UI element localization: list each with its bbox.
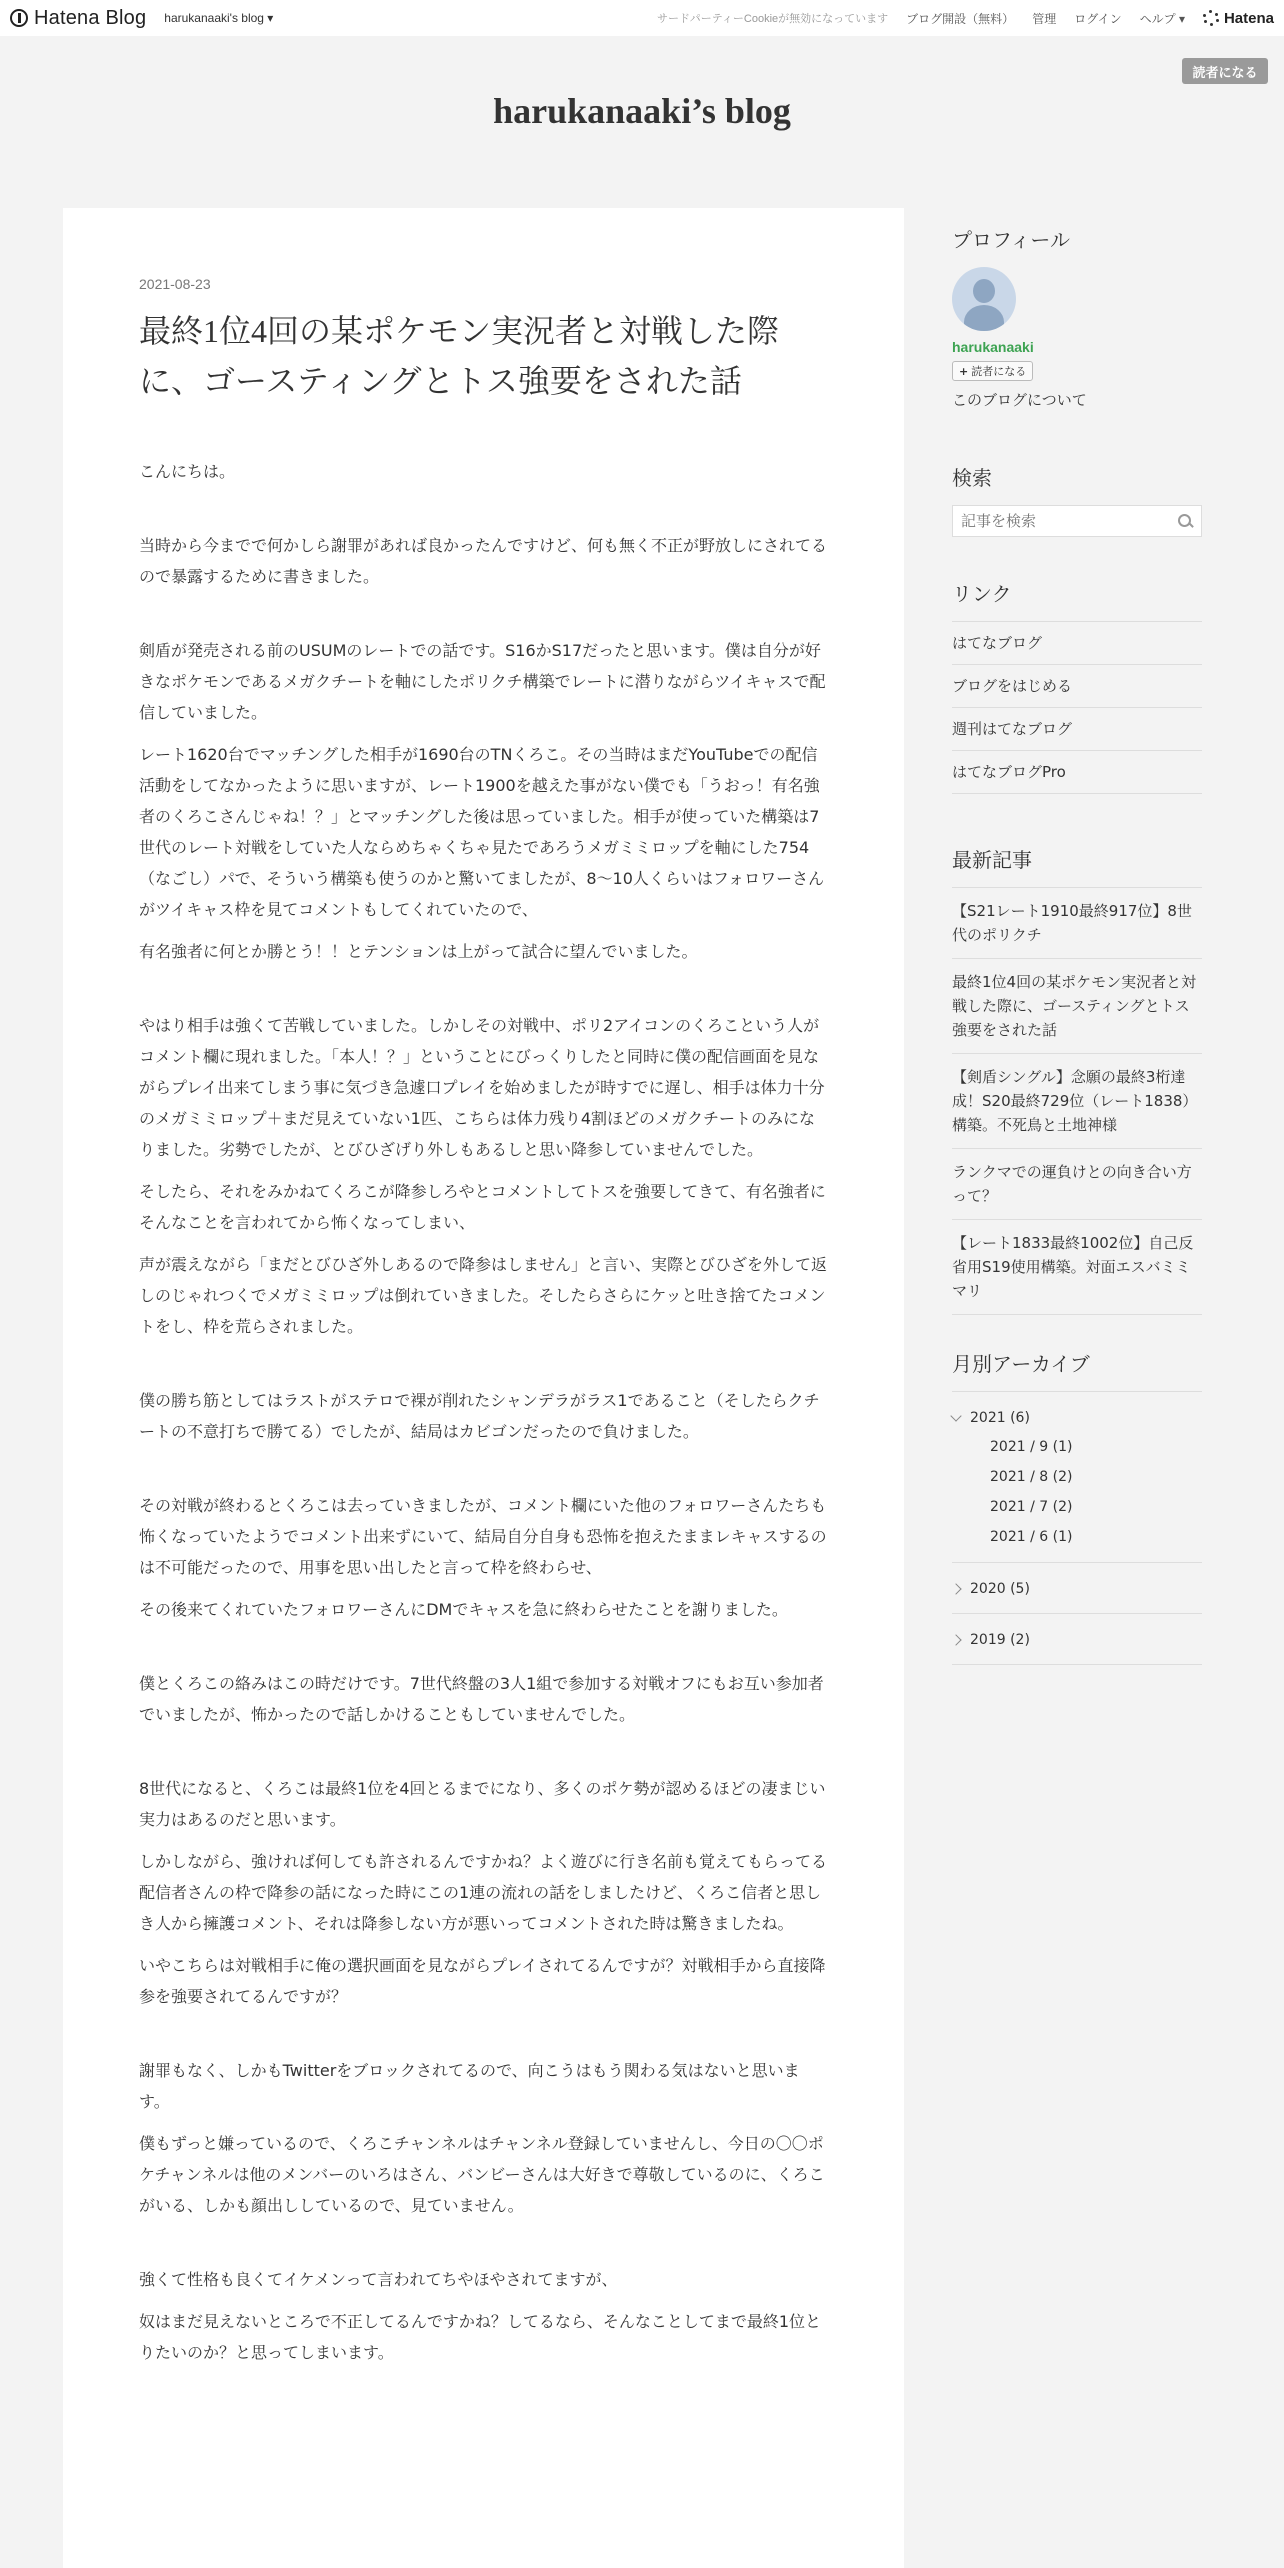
links-list <box>952 621 1202 794</box>
paragraph: 謝罪もなく、しかもTwitterをブロックされてるので、向こうはもう関わる気はないと思います。 <box>139 2061 800 2111</box>
paragraph: こんにちは。 <box>139 462 236 481</box>
hatena-dots-icon <box>1203 10 1219 26</box>
avatar[interactable] <box>952 267 1016 331</box>
recent-entry[interactable]: 【S21レート1910最終917位】8世代のポリクチ <box>952 888 1202 959</box>
profile-subscribe-label: 読者になる <box>971 365 1027 378</box>
hatena-blog-logo-icon <box>10 9 28 27</box>
paragraph: 僕もずっと嫌っているので、くろこチャンネルはチャンネル登録していませんし、今日の〇〇ポケチャンネルは他のメンバーのいろはさん、バンビーさんは大好きで尊敬しているのに、くろこがいる、しかも顔出ししているので、見ていません。 <box>139 2134 825 2215</box>
paragraph: そしたら、それをみかねてくろこが降参しろやとコメントしてトスを強要してきて、有名強者にそんなことを言われてから怖くなってしまい、 <box>139 1182 826 1232</box>
recent-entries-module <box>952 844 1202 1315</box>
archive-month[interactable]: 2021 / 9 (1) <box>990 1439 1073 1455</box>
archive-year-2021 <box>952 1392 1202 1563</box>
archive-year-toggle[interactable] <box>952 1614 1202 1654</box>
recent-entry[interactable]: 【レート1833最終1002位】自己反省用S19使用構築。対面エスバミミマリ <box>952 1220 1202 1315</box>
hatena-blog-logo-text: Hatena Blog <box>34 6 147 29</box>
search-icon[interactable] <box>1177 513 1193 529</box>
recent-heading: 最新記事 <box>952 848 1032 872</box>
links-heading: リンク <box>952 582 1012 606</box>
paragraph: その対戦が終わるとくろこは去っていきましたが、コメント欄にいた他のフォロワーさんたちも怖くなっていたようでコメント出来ずにいて、結局自分自身も恐怖を抱えたままレキャスするのは不可能だったので、用事を思い出したと言って枠を終わらせ、 <box>139 1496 827 1577</box>
recent-entry[interactable]: 最終1位4回の某ポケモン実況者と対戦した際に、ゴースティングとトス強要をされた話 <box>952 959 1202 1054</box>
entry-date[interactable]: 2021-08-23 <box>139 276 211 292</box>
archive-month[interactable]: 2021 / 6 (1) <box>990 1529 1073 1545</box>
archive-year-toggle[interactable] <box>952 1392 1202 1432</box>
links-module <box>952 578 1202 794</box>
blog-selector[interactable]: harukanaaki's blog ▾ <box>164 11 274 25</box>
archive-year-2019 <box>952 1614 1202 1665</box>
chevron-down-icon <box>950 1410 961 1421</box>
archive-year-2020 <box>952 1563 1202 1614</box>
paragraph: 奴はまだ見えないところで不正してるんですかね？してるなら、そんなことしてまで最終1位とりたいのか？と思ってしまいます。 <box>139 2312 822 2362</box>
archive-month[interactable]: 2021 / 8 (2) <box>990 1469 1073 1485</box>
archive-list <box>952 1391 1202 1665</box>
paragraph: レート1620台でマッチングした相手が1690台のTNくろこ。その当時はまだYouTubeでの配信活動をしてなかったように思いますが、レート1900を越えた事がない僕でも「うおっ！有名強者のくろこさんじゃね！？」とマッチングした後は思っていました。相手が使っていた構築は7世代のレート対戦をしていた人ならめちゃくちゃ見たであろうメガミミロップを軸にした754（なごし）パで、そういう構築も使うのかと驚いてましたが、8～10人くらいはフォロワーさんがツイキャス枠を見てコメントもしてくれていたので、 <box>139 745 825 919</box>
paragraph: 声が震えながら「まだとびひざ外しあるので降参はしません」と言い、実際とびひざを外して返しのじゃれつくでメガミミロップは倒れていきました。そしたらさらにケッと吐き捨てたコメントをし、枠を荒らされました。 <box>139 1255 828 1336</box>
admin-link[interactable]: 管理 <box>1032 11 1057 26</box>
archive-year-label: 2021 (6) <box>970 1409 1030 1426</box>
hatena-blog-logo[interactable] <box>10 7 146 30</box>
subscribe-button[interactable]: 読者になる <box>1182 58 1268 84</box>
link-item[interactable]: ブログをはじめる <box>952 665 1202 708</box>
paragraph: その後来てくれていたフォロワーさんにDMでキャスを急に終わらせたことを謝りました。 <box>139 1600 788 1619</box>
archive-year-toggle[interactable] <box>952 1563 1202 1603</box>
archive-year-label: 2019 (2) <box>970 1631 1030 1648</box>
cookie-notice: サードパーティーCookieが無効になっています <box>657 13 889 25</box>
login-link[interactable]: ログイン <box>1074 11 1122 26</box>
recent-entry[interactable]: ランクマでの運負けとの向き合い方って？ <box>952 1149 1202 1220</box>
profile-subscribe-button[interactable] <box>952 361 1033 381</box>
entry-title[interactable]: 最終1位4回の某ポケモン実況者と対戦した際に、ゴースティングとトス強要をされた話 <box>139 313 780 399</box>
about-blog-link[interactable]: このブログについて <box>952 391 1087 409</box>
avatar-body-icon <box>964 305 1004 331</box>
hatena-label: Hatena <box>1223 9 1274 27</box>
paragraph: 有名強者に何とか勝とう！！とテンションは上がって試合に望んでいました。 <box>139 942 698 961</box>
avatar-head-icon <box>973 279 995 303</box>
recent-entry[interactable]: 【剣盾シングル】念願の最終3桁達成！S20最終729位（レート1838）構築。不死鳥と土地神様 <box>952 1054 1202 1149</box>
header-links <box>657 10 1274 27</box>
paragraph: やはり相手は強くて苦戦していました。しかしその対戦中、ポリ2アイコンのくろこという人がコメント欄に現れました。「本人！？」ということにびっくりしたと同時に僕の配信画面を見ながらプレイ出来てしまう事に気づき急遽口プレイを始めましたが時すでに遅し、相手は体力十分のメガミミロップ＋まだ見えていない1匹、こちらは体力残り4割ほどのメガクチートのみになりました。劣勢でしたが、とびひざげり外しもあるしと思い降参していませんでした。 <box>139 1016 825 1159</box>
entry-body <box>139 456 829 2379</box>
hatena-menu[interactable] <box>1203 10 1274 27</box>
search-heading: 検索 <box>952 466 992 490</box>
profile-name[interactable]: harukanaaki <box>952 339 1034 355</box>
paragraph: しかしながら、強ければ何しても許されるんですかね？よく遊びに行き名前も覚えてもらってる配信者さんの枠で降参の話になった時にこの1連の流れの話をしましたけど、くろこ信者と思しき人から擁護コメント、それは降参しない方が悪いってコメントされた時は驚きましたね。 <box>139 1852 828 1933</box>
search-module <box>952 462 1202 537</box>
paragraph: 僕の勝ち筋としてはラストがステロで裸が削れたシャンデラがラス1であること（そしたらクチートの不意打ちで勝てる）でしたが、結局はカビゴンだったので負けました。 <box>139 1391 820 1441</box>
archive-heading: 月別アーカイブ <box>952 1352 1090 1376</box>
blog-title[interactable]: harukanaaki’s blog <box>493 91 791 131</box>
chevron-right-icon <box>950 1583 961 1594</box>
article-container <box>63 208 904 2568</box>
paragraph: 剣盾が発売される前のUSUMのレートでの話です。S16かS17だったと思います。僕は自分が好きなポケモンであるメガクチートを軸にしたポリクチ構築でレートに潜りながらツイキャスで配信していました。 <box>139 641 826 722</box>
profile-heading: プロフィール <box>952 228 1070 252</box>
archive-month[interactable]: 2021 / 7 (2) <box>990 1499 1073 1515</box>
search-input[interactable] <box>961 512 1177 530</box>
link-item[interactable]: 週刊はてなブログ <box>952 708 1202 751</box>
recent-entries-list <box>952 887 1202 1315</box>
link-item[interactable]: はてなブログPro <box>952 751 1202 794</box>
global-header <box>0 0 1284 36</box>
plus-icon: + <box>959 364 969 378</box>
archive-year-label: 2020 (5) <box>970 1580 1030 1597</box>
archive-module <box>952 1348 1202 1665</box>
search-box <box>952 505 1202 537</box>
start-blog-link[interactable]: ブログ開設（無料） <box>906 11 1015 26</box>
paragraph: 当時から今までで何かしら謝罪があれば良かったんですけど、何も無く不正が野放しにされてるので暴露するために書きました。 <box>139 536 828 586</box>
profile-module <box>952 224 1202 410</box>
paragraph: いやこちらは対戦相手に俺の選択画面を見ながらプレイされてるんですが？対戦相手から直接降参を強要されてるんですが？ <box>139 1956 826 2006</box>
link-item[interactable]: はてなブログ <box>952 622 1202 665</box>
paragraph: 強くて性格も良くてイケメンって言われてちやほやされてますが、 <box>139 2270 618 2289</box>
paragraph: 僕とくろこの絡みはこの時だけです。7世代終盤の3人1組で参加する対戦オフにもお互い参加者でいましたが、怖かったので話しかけることもしていませんでした。 <box>139 1674 824 1724</box>
chevron-right-icon <box>950 1634 961 1645</box>
help-menu[interactable]: ヘルプ ▾ <box>1139 11 1185 26</box>
paragraph: 8世代になると、くろこは最終1位を4回とるまでになり、多くのポケ勢が認めるほどの凄まじい実力はあるのだと思います。 <box>139 1779 826 1829</box>
